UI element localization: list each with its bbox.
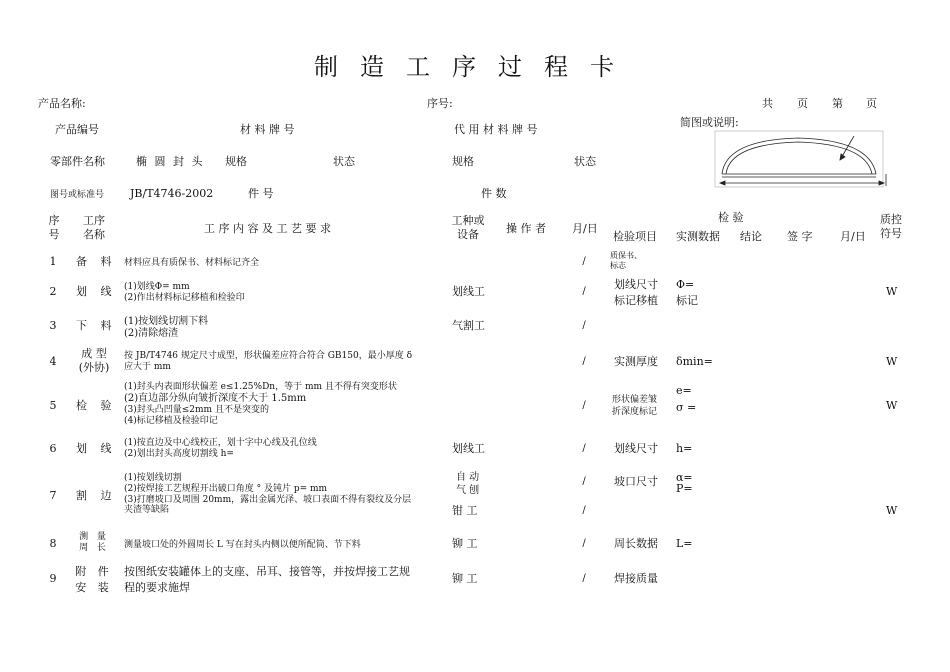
row-5-name: 检 验: [76, 399, 117, 412]
col-seq-top: 序: [48, 214, 60, 227]
col-process: [74, 214, 114, 242]
row-6-content-line-1: (1)按直边及中心线校正，划十字中心线及孔位线: [124, 438, 317, 448]
col-inspection: 检 验: [718, 211, 744, 224]
col-inspect-item: 检验项目: [613, 230, 657, 243]
col-date: 月/日: [572, 222, 598, 235]
row-4-qc: W: [886, 355, 898, 368]
row-7-qc: W: [886, 504, 898, 517]
row-2-content-line-1: (1)划线Φ= mm: [124, 282, 190, 292]
row-2-measured-line-1: Φ=: [676, 278, 695, 291]
row-8-no: 8: [49, 537, 57, 550]
head-sketch: [714, 130, 898, 190]
row-2-measured: [676, 277, 698, 309]
row-7-worker-top: [456, 472, 479, 497]
row-7-no: 7: [49, 489, 57, 502]
product-code-label: 产品编号: [55, 123, 99, 136]
row-4-name: [74, 347, 114, 375]
state-label-2: 状态: [574, 155, 596, 168]
row-7-content-line-4: 夹渣等缺陷: [124, 505, 170, 516]
row-1-item: [610, 251, 642, 272]
row-6-name: 划 线: [76, 442, 117, 455]
col-operator: 操 作 者: [506, 222, 546, 235]
row-5-item: [612, 394, 657, 418]
row-1-content: [124, 258, 259, 269]
row-5-content: [124, 382, 397, 426]
row-1-name: 备 料: [76, 255, 117, 268]
row-9-slash: /: [582, 573, 586, 584]
row-8-name-bottom: 周 长: [79, 543, 109, 554]
row-9-name-top: 附 件: [75, 565, 113, 578]
row-9-content-line-1: 按图纸安装罐体上的支座、吊耳、接管等，并按焊接工艺规: [124, 565, 410, 578]
row-7-worker-line-1: 自 动: [456, 472, 480, 483]
row-5-no: 5: [49, 399, 57, 412]
nth-label: 第: [832, 97, 843, 110]
row-5-content-line-2: (2)直边部分纵向皱折深度不大于 1.5mm: [124, 392, 307, 404]
spec-label: 规格: [225, 155, 247, 168]
row-8-worker: 铆 工: [452, 537, 478, 550]
col-process-top: 工序: [83, 214, 105, 227]
row-8-content-line: 测量坡口处的外圆周长 L 写在封头内侧以便所配筒、节下料: [124, 540, 361, 550]
row-8-measured: L=: [676, 537, 693, 550]
seq-label: 序号:: [427, 97, 453, 110]
page-label: 页: [797, 97, 808, 110]
row-5-measured-line-2: σ =: [676, 401, 697, 415]
total-label: 共: [762, 97, 773, 110]
substitute-material-label: 代 用 材 料 牌 号: [454, 123, 538, 136]
page-label-2: 页: [866, 97, 877, 110]
row-2-slash: /: [582, 286, 586, 297]
sketch-drawing: [715, 131, 886, 187]
col-conclusion: 结论: [740, 230, 762, 243]
row-4-content: [124, 351, 412, 373]
col-qc-top: 质控: [880, 213, 902, 226]
row-7-name: 割 边: [76, 489, 117, 502]
state-label: 状态: [333, 155, 355, 168]
row-1-no: 1: [49, 255, 57, 268]
row-8-name: [74, 532, 114, 555]
col-worker-type: [444, 214, 492, 242]
row-5-content-line-3: (3)封头凸凹量≤2mm 且不是突变的: [124, 404, 269, 415]
row-1-content-line: 材料应具有质保书、材料标记齐全: [124, 258, 260, 268]
piece-count-label: 件 数: [481, 187, 507, 200]
row-2-measured-line-2: 标记: [676, 293, 698, 307]
col-process-bottom: 名称: [83, 227, 105, 241]
row-5-content-line-4: (4)标记移植及检验印记: [124, 415, 218, 426]
row-2-worker: 划线工: [452, 285, 485, 298]
row-2-item-line-1: 划线尺寸: [614, 278, 658, 291]
row-4-name-top: 成 型: [81, 347, 107, 360]
row-4-name-bottom: (外协): [78, 360, 110, 374]
row-5-measured-line-1: e=: [676, 384, 692, 397]
row-2-name: 划 线: [76, 285, 117, 298]
row-2-no: 2: [49, 285, 57, 298]
row-7-content-line-3: (3)打磨坡口及周围 20mm，露出金属光泽、坡口表面不得有裂纹及分层: [124, 494, 412, 505]
row-7-content: [124, 473, 411, 516]
row-1-item-line-2: 标志: [610, 261, 626, 271]
row-4-content-line-2: 应大于 mm: [124, 361, 171, 372]
row-3-name: 下 料: [76, 319, 117, 332]
row-6-content: [124, 438, 317, 460]
row-7-slash: /: [582, 476, 586, 487]
row-4-slash: /: [582, 356, 586, 367]
row-7-measured-line-2: P=: [676, 482, 693, 495]
row-9-item: 焊接质量: [614, 572, 658, 585]
row-4-item: 实测厚度: [614, 355, 658, 368]
row-6-slash: /: [582, 443, 586, 454]
col-signature: 签 字: [787, 230, 813, 243]
row-2-content-line-2: (2)作出材料标记移植和检验印: [124, 292, 245, 303]
row-6-no: 6: [49, 442, 57, 455]
row-9-no: 9: [49, 572, 57, 585]
row-3-slash: /: [582, 320, 586, 331]
row-4-no: 4: [49, 355, 57, 368]
sketch-label: 简图或说明:: [680, 116, 739, 129]
row-8-slash: /: [582, 538, 586, 549]
row-7-worker-bottom: 钳 工: [452, 504, 478, 517]
row-3-content-line-1: (1)按划线切割下料: [124, 316, 209, 327]
row-7-content-line-2: (2)按焊接工艺规程开出破口角度 ° 及钝片 p= mm: [124, 483, 328, 494]
col-seq: [44, 214, 64, 242]
row-5-item-line-1: 形状偏差皱: [612, 395, 658, 405]
spec-label-2: 规格: [452, 155, 474, 168]
row-6-content-line-2: (2)划出封头高度切割线 h=: [124, 448, 234, 459]
row-1-slash: /: [582, 256, 586, 267]
col-seq-bottom: 号: [48, 227, 60, 241]
row-5-content-line-1: (1)封头内表面形状偏差 e≤1.25%Dn，等于 mm 且不得有突变形状: [124, 382, 397, 392]
part-name-label: 零部件名称: [50, 155, 105, 168]
row-2-qc: W: [886, 285, 898, 298]
row-5-measured: [676, 382, 696, 416]
col-qc-bottom: 符号: [880, 226, 902, 240]
row-2-item-line-2: 标记移植: [614, 293, 658, 307]
row-3-worker: 气割工: [452, 319, 485, 332]
row-6-item: 划线尺寸: [614, 442, 658, 455]
col-worker-type-top: 工种或: [451, 214, 485, 227]
drawing-number-value: JB/T4746-2002: [130, 187, 214, 200]
row-2-item: [614, 277, 658, 309]
row-3-content-line-2: (2)清除熔渣: [124, 328, 179, 339]
drawing-number-label: 图号或标准号: [50, 190, 105, 200]
row-5-qc: W: [886, 399, 898, 412]
row-9-content-line-2: 程的要求施焊: [124, 580, 190, 594]
col-date-2: 月/日: [840, 230, 866, 243]
col-qc: [876, 213, 906, 241]
row-8-item: 周长数据: [614, 537, 658, 550]
row-7-measured: [676, 472, 693, 494]
row-2-content: [124, 282, 245, 304]
row-3-content: [124, 316, 208, 340]
product-name-label: 产品名称:: [38, 97, 86, 110]
row-1-item-line-1: 质保书、: [610, 251, 642, 260]
piece-number-label: 件 号: [248, 187, 274, 200]
row-7-item: 坡口尺寸: [614, 475, 658, 488]
row-8-name-top: 测 量: [79, 532, 109, 542]
row-5-slash: /: [582, 400, 586, 411]
row-6-worker: 划线工: [452, 442, 485, 455]
row-9-name: [74, 564, 114, 596]
row-7-measured-line-1: α=: [676, 471, 693, 484]
row-7-worker-line-2: 气 刨: [456, 484, 480, 496]
col-content: 工 序 内 容 及 工 艺 要 求: [204, 222, 331, 235]
row-9-worker: 铆 工: [452, 572, 478, 585]
row-3-no: 3: [49, 319, 57, 332]
row-7-content-line-1: (1)按划线切割: [124, 473, 182, 483]
row-8-content: [124, 540, 361, 551]
part-name-value: 椭 圆 封 头: [136, 155, 205, 168]
row-6-measured: h=: [676, 442, 693, 455]
row-7-slash-2: /: [582, 505, 586, 516]
row-9-content: [124, 564, 410, 596]
page-title: 制造工序过程卡: [314, 53, 636, 81]
row-4-content-line-1: 按 JB/T4746 规定尺寸成型，形状偏差应符合符合 GB150，最小厚度 δ: [124, 351, 413, 361]
row-5-item-line-2: 折深度标记: [612, 407, 658, 418]
material-grade-label: 材 料 牌 号: [240, 123, 295, 136]
col-worker-type-bottom: 设备: [457, 227, 479, 241]
col-measured: 实测数据: [676, 230, 720, 243]
row-4-measured: δmin=: [676, 355, 713, 368]
row-9-name-bottom: 安 装: [75, 580, 113, 594]
